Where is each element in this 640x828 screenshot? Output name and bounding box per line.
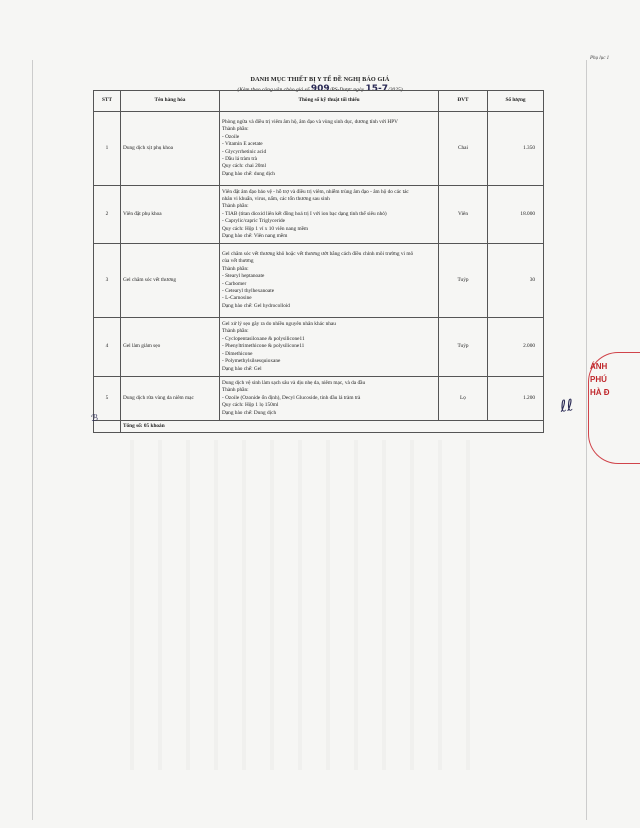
- cell-stt: 4: [94, 318, 121, 377]
- spec-line: Dung dịch vệ sinh làm sạch sâu và dịu nhẹ da, niêm mạc, và da đầu: [222, 379, 366, 386]
- cell-qty: 30: [488, 244, 544, 318]
- spec-line: Dạng bào chế: Gel: [222, 365, 262, 372]
- spec-line: Thành phần:: [222, 126, 249, 133]
- red-seal: [590, 360, 610, 399]
- spec-line: Thành phần:: [222, 387, 249, 394]
- scan-edge-left: [32, 60, 33, 820]
- spec-line: Thành phần:: [222, 203, 249, 210]
- document-title: DANH MỤC THIẾT BỊ Y TẾ ĐỀ NGHỊ BÁO GIÁ: [250, 76, 390, 83]
- col-header-stt: STT: [94, 91, 121, 112]
- cell-spec: [220, 186, 439, 244]
- spec-line: - Cyclopentasiloxane & polysilicone11: [222, 335, 305, 342]
- spec-line: Quy cách: Hộp 1 vỉ x 10 viên nang mềm: [222, 225, 309, 232]
- cell-unit: Lọ: [439, 377, 488, 421]
- col-header-spec: Thông số kỹ thuật tối thiểu: [220, 91, 439, 112]
- cell-unit: Viên: [439, 186, 488, 244]
- cell-qty: 1.350: [488, 112, 544, 186]
- spec-line: - L-Carnosine: [222, 295, 252, 302]
- cell-name: Gel làm giảm sẹo: [121, 318, 220, 377]
- table-row: [94, 244, 544, 318]
- spec-line: - Vitamin E acetate: [222, 141, 263, 148]
- spec-line: - Ozoile: [222, 133, 240, 140]
- seal-line: PHÚ: [590, 375, 607, 384]
- table-row: [94, 112, 544, 186]
- appendix-label: Phụ lục 1: [590, 56, 610, 61]
- scan-edge-right: [586, 60, 587, 820]
- spec-line: Gel chăm sóc vết thương khô hoặc vết thương ướt bằng cách điều chỉnh môi trường vi mô: [222, 250, 414, 257]
- spec-line: Dạng bào chế: Dung dịch: [222, 409, 277, 416]
- spec-line: Thành phần:: [222, 328, 249, 335]
- spec-line: Dạng bào chế: dung dịch: [222, 170, 275, 177]
- subtitle-suffix: /2025): [388, 87, 403, 93]
- spec-line: Gel xử lý sẹo gây ra do nhiều nguyên nhân khác nhau: [222, 321, 336, 328]
- cell-name: Viên đặt phụ khoa: [121, 186, 220, 244]
- seal-line: HÀ Đ: [590, 388, 610, 397]
- cell-unit: Tuýp: [439, 244, 488, 318]
- spec-line: Quy cách: Hộp 1 lọ 150ml: [222, 402, 279, 409]
- table-row: [94, 186, 544, 244]
- spec-line: - Stearyl heptanoate: [222, 273, 265, 280]
- spec-line: - Dimethicone: [222, 350, 253, 357]
- signature-mark-left: ℬ: [91, 414, 99, 424]
- handwritten-doc-date: 15-7: [365, 84, 389, 94]
- subtitle-prefix: (Kèm theo công văn chào giá số: [237, 87, 310, 93]
- spec-line: - Glycyrrhetinic acid: [222, 148, 267, 155]
- cell-stt: 3: [94, 244, 121, 318]
- seal-line: ÁNH: [590, 362, 608, 371]
- spec-line: Thành phần:: [222, 265, 249, 272]
- bleed-through-texture: [130, 440, 480, 770]
- cell-stt: 2: [94, 186, 121, 244]
- spec-line: - Cetearyl thylhexanoate: [222, 287, 275, 294]
- cell-unit: Tuýp: [439, 318, 488, 377]
- cell-unit: Chai: [439, 112, 488, 186]
- handwritten-doc-number: 909: [310, 84, 330, 94]
- table-row: [94, 377, 544, 421]
- spec-line: - Polymethylsilsesquioxane: [222, 358, 281, 365]
- spec-line: - Phenyltrimethicone & polysilicone11: [222, 343, 305, 350]
- spec-line: Phòng ngừa và điều trị viêm âm hộ, âm đạo và vùng sinh dục, dương tính với HPV: [222, 118, 398, 125]
- spec-line: Viên đặt âm đạo bảo vệ - hỗ trợ và điều trị viêm, nhiễm trùng âm đạo - âm hộ do các tác: [222, 188, 409, 195]
- table-row: [94, 318, 544, 377]
- spec-line: - Caprylic/capric Triglyceride: [222, 218, 285, 225]
- cell-spec: [220, 112, 439, 186]
- cell-name: Gel chăm sóc vết thương: [121, 244, 220, 318]
- signature-mark-right: ℓℓ: [558, 395, 575, 416]
- cell-spec: [220, 377, 439, 421]
- table-header-row: [94, 91, 544, 112]
- spec-line: - Ozoile (Ozonide ổn định), Decyl Glucoside, tinh dầu lá tràm trà: [222, 394, 361, 401]
- cell-stt: 5: [94, 377, 121, 421]
- equipment-table: [93, 90, 544, 433]
- cell-spec: [220, 318, 439, 377]
- col-header-name: Tên hàng hóa: [121, 91, 220, 112]
- total-label: Tổng số: 05 khoản: [121, 421, 544, 433]
- col-header-qty: Số lượng: [488, 91, 544, 112]
- cell-name: Dung dịch rửa vùng da niêm mạc: [121, 377, 220, 421]
- table-total-row: [94, 421, 544, 433]
- cell-qty: 1.200: [488, 377, 544, 421]
- spec-line: của vết thương: [222, 258, 254, 265]
- spec-line: Quy cách: chai 20ml: [222, 163, 266, 170]
- cell-stt: 1: [94, 112, 121, 186]
- cell-name: Dung dịch xịt phụ khoa: [121, 112, 220, 186]
- spec-line: Dạng bào chế: Viên nang mềm: [222, 233, 288, 240]
- spec-line: - TIAB (titan dioxid liên kết đồng hoá trị I với ion bạc dạng tinh thể siêu nhỏ): [222, 210, 387, 217]
- spec-line: - Dầu lá tràm trà: [222, 155, 258, 162]
- cell-qty: 2.000: [488, 318, 544, 377]
- cell-qty: 18.000: [488, 186, 544, 244]
- col-header-unit: ĐVT: [439, 91, 488, 112]
- spec-line: nhân vi khuẩn, virus, nấm, các tổn thương sau sinh: [222, 195, 330, 202]
- spec-line: Dạng bào chế: Gel hydrocolloid: [222, 302, 290, 309]
- cell-spec: [220, 244, 439, 318]
- spec-line: - Carbomer: [222, 280, 247, 287]
- subtitle-middle: /PS-Dược ngày: [329, 87, 365, 93]
